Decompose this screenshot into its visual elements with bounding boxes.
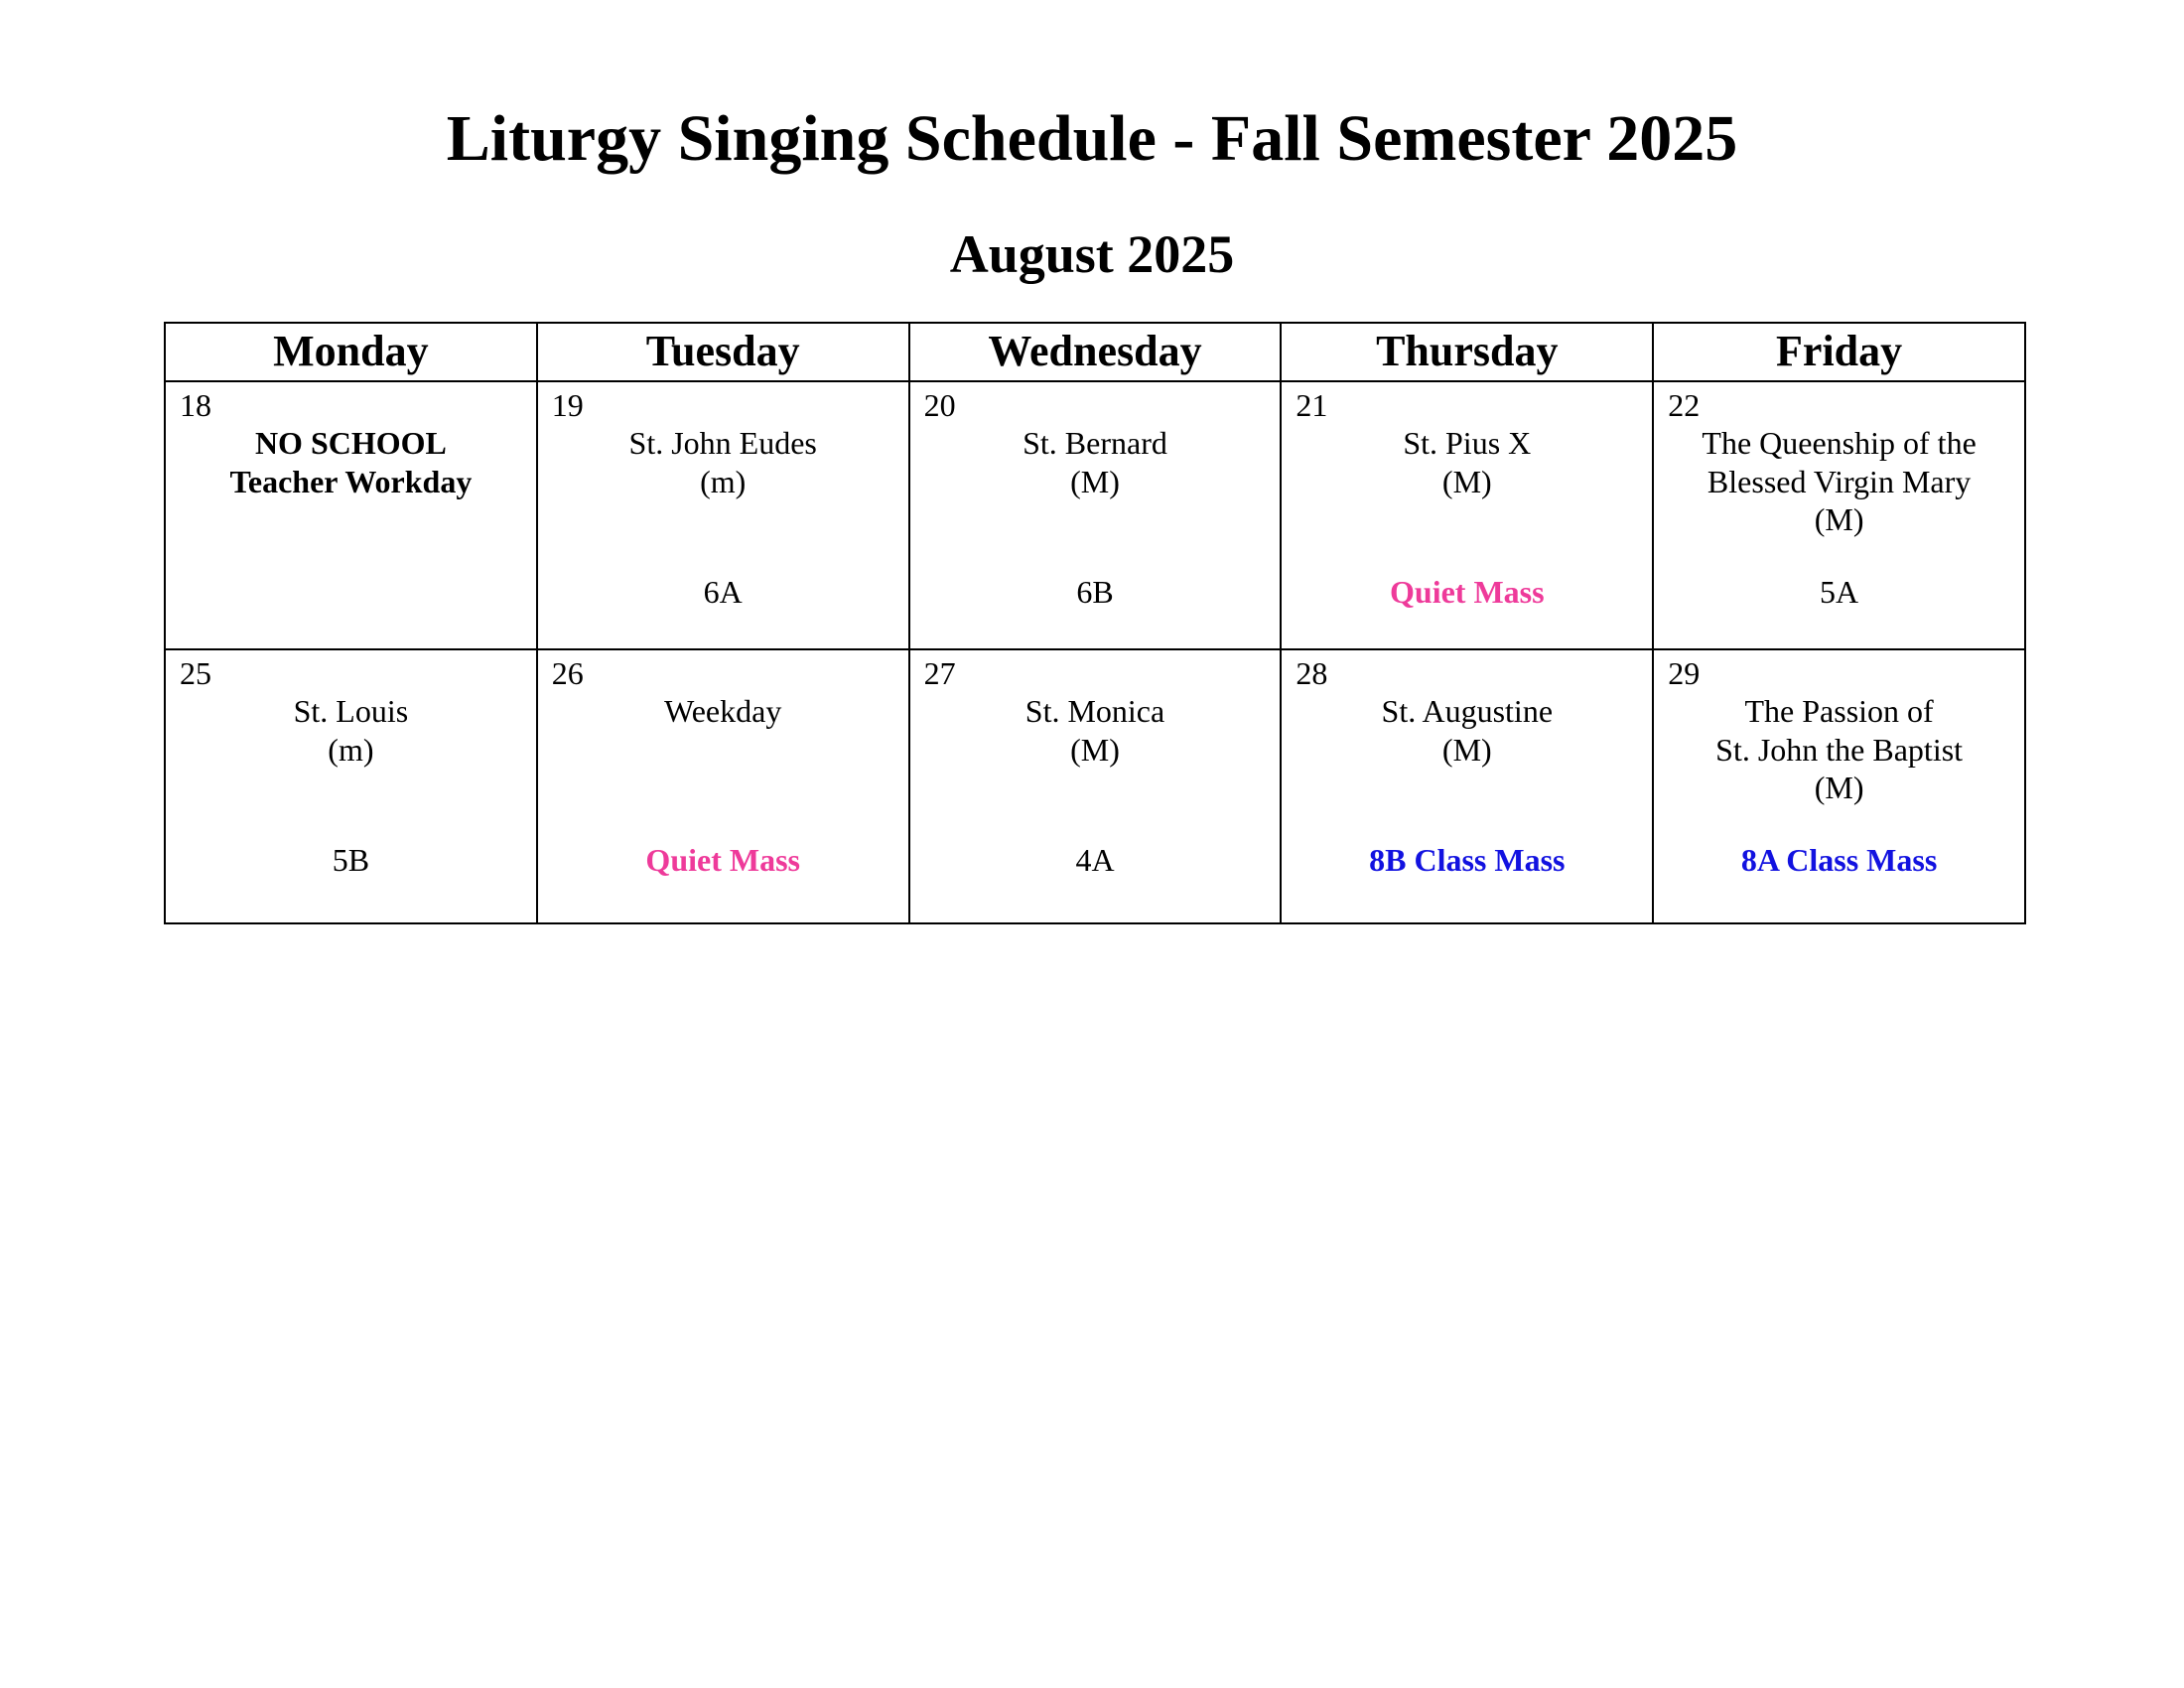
day-number: 28	[1296, 655, 1328, 691]
feast-name: St. John Eudes (m)	[628, 425, 817, 499]
feast-name: St. Monica (M)	[1024, 693, 1165, 768]
singing-assignment: 5A	[1820, 574, 1859, 610]
feast-name: Weekday	[664, 693, 782, 729]
day-number: 21	[1296, 387, 1328, 423]
day-cell	[1653, 649, 2025, 923]
class-mass-assignment: 8A Class Mass	[1740, 842, 1938, 878]
day-cell	[909, 381, 1282, 649]
feast-name: The Queenship of the Blessed Virgin Mary (M)	[1702, 425, 1977, 537]
feast-name: St. Bernard (M)	[1023, 425, 1167, 499]
day-cell	[537, 649, 909, 923]
calendar-table	[164, 322, 2026, 924]
singing-assignment: 6A	[703, 574, 743, 610]
page-title: Liturgy Singing Schedule - Fall Semester 2025	[446, 102, 1738, 175]
header-monday: Monday	[165, 323, 537, 381]
day-number: 25	[180, 655, 211, 691]
feast-name: St. Pius X (M)	[1403, 425, 1532, 499]
day-number: 27	[923, 655, 956, 691]
quiet-mass-assignment: Quiet Mass	[645, 842, 800, 878]
singing-assignment: 5B	[332, 842, 370, 878]
day-cell	[909, 649, 1282, 923]
day-number: 26	[551, 655, 584, 691]
week-row	[165, 649, 2025, 923]
day-cell	[165, 381, 537, 649]
feast-name: The Passion of St. John the Baptist (M)	[1715, 693, 1964, 805]
day-number: 22	[1668, 387, 1701, 423]
day-number: 18	[180, 387, 211, 423]
header-thursday: Thursday	[1281, 323, 1653, 381]
month-title: August 2025	[949, 224, 1235, 284]
weekday-header-row	[165, 323, 2025, 381]
feast-name: St. Louis (m)	[293, 693, 409, 768]
day-number: 29	[1668, 655, 1701, 691]
header-wednesday: Wednesday	[909, 323, 1282, 381]
singing-assignment: 6B	[1076, 574, 1114, 610]
day-cell	[1653, 381, 2025, 649]
feast-name: St. Augustine (M)	[1381, 693, 1554, 768]
feast-name: NO SCHOOL Teacher Workday	[229, 425, 473, 499]
header-tuesday: Tuesday	[537, 323, 909, 381]
day-cell	[1281, 649, 1653, 923]
quiet-mass-assignment: Quiet Mass	[1390, 574, 1545, 610]
week-row	[165, 381, 2025, 649]
singing-assignment: 4A	[1075, 842, 1115, 878]
header-friday: Friday	[1653, 323, 2025, 381]
day-number: 20	[923, 387, 956, 423]
day-cell	[1281, 381, 1653, 649]
day-cell	[165, 649, 537, 923]
day-number: 19	[551, 387, 584, 423]
class-mass-assignment: 8B Class Mass	[1369, 842, 1566, 878]
day-cell	[537, 381, 909, 649]
